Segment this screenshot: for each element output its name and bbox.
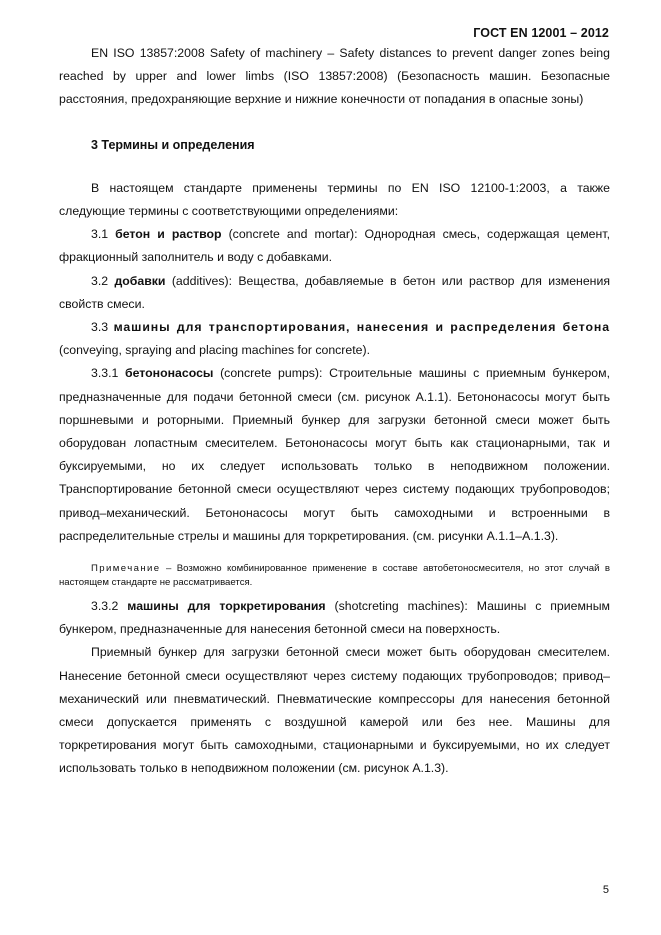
- document-header: ГОСТ EN 12001 – 2012: [473, 26, 609, 40]
- page-number: 5: [602, 884, 609, 896]
- term-number: 3.3.2: [91, 599, 128, 614]
- intro-paragraph: В настоящем стандарте применены термины по EN ISO 12100-1:2003, а также следующие термины с соответствующими определениями:: [59, 180, 610, 219]
- term-definition: (concrete pumps): Строительные машины с приемным бункером, предназначенные для подачи бетонной смеси (см. рисунок А.1.1). Бетононасосы могут быть поршневыми и роторными. Приемный бункер для загрузки бетонной смеси может быть оборудован лопастным смесителем. Бетононасосы могут быть как стационарными, так и буксируемыми, но их следует использовать только в неподвижном положении. Транспортирование бетонной смеси осуществляют через систему подающих трубопроводов; привод–механический. Бетононасосы могут быть самоходными и встроенными в распределительные стрелы и машины для торкретирования. (см. рисунки А.1.1–А.1.3).: [59, 366, 610, 543]
- page-content: [59, 42, 610, 781]
- term-number: 3.2: [91, 273, 115, 288]
- term-definition: (additives): Вещества, добавляемые в бетон или раствор для изменения свойств смеси.: [59, 273, 610, 311]
- note-label: Примечание: [91, 563, 161, 575]
- term-name: бетон и раствор: [115, 227, 222, 242]
- term-3-3: [59, 316, 610, 362]
- note-text: – Возможно комбинированное применение в составе автобетоносмесителя, но этот случай в настоящем стандарте не рассматривается.: [59, 563, 610, 588]
- term-3-1: [59, 223, 610, 269]
- term-3-3-2-extra: Приемный бункер для загрузки бетонной смеси может быть оборудован смесителем. Нанесение бетонной смеси осуществляют через систему подающих трубопроводов; привод–механический или пневматический. Пневматические компрессоры для нанесения бетонной смеси допускается применять с воздушной камерой или без нее. Машины для торкретирования могут быть самоходными, стационарными и буксируемыми, но их следует использовать только в неподвижном положении (см. рисунок А.1.3).: [59, 645, 610, 776]
- term-number: 3.3.1: [91, 366, 126, 381]
- reference-paragraph: EN ISO 13857:2008 Safety of machinery – Safety distances to prevent danger zones being reached by upper and lower limbs (ISO 13857:2008) (Безопасность машин. Безопасные расстояния, предохраняющие верхние и нижние конечности от попадания в опасные зоны): [59, 46, 610, 107]
- note: [59, 562, 610, 589]
- term-definition: (shotcreting machines): Машины с приемным бункером, предназначенные для нанесения бетонной смеси на поверхность.: [59, 599, 610, 637]
- term-3-3-1: [59, 362, 610, 548]
- term-definition: (conveying, spraying and placing machines for concrete).: [59, 343, 371, 358]
- term-name: добавки: [114, 273, 166, 288]
- term-name: машины для транспортирования, нанесения и распределения бетона: [113, 320, 610, 335]
- term-number: 3.3: [91, 320, 114, 335]
- term-name: машины для торкретирования: [127, 599, 326, 614]
- term-definition: (concrete and mortar): Однородная смесь, содержащая цемент, фракционный заполнитель и воду с добавками.: [59, 227, 610, 265]
- term-number: 3.1: [91, 227, 116, 242]
- term-3-3-2: [59, 595, 610, 641]
- section-heading: 3 Термины и определения: [91, 137, 255, 152]
- term-3-2: [59, 270, 610, 316]
- term-name: бетононасосы: [125, 366, 214, 381]
